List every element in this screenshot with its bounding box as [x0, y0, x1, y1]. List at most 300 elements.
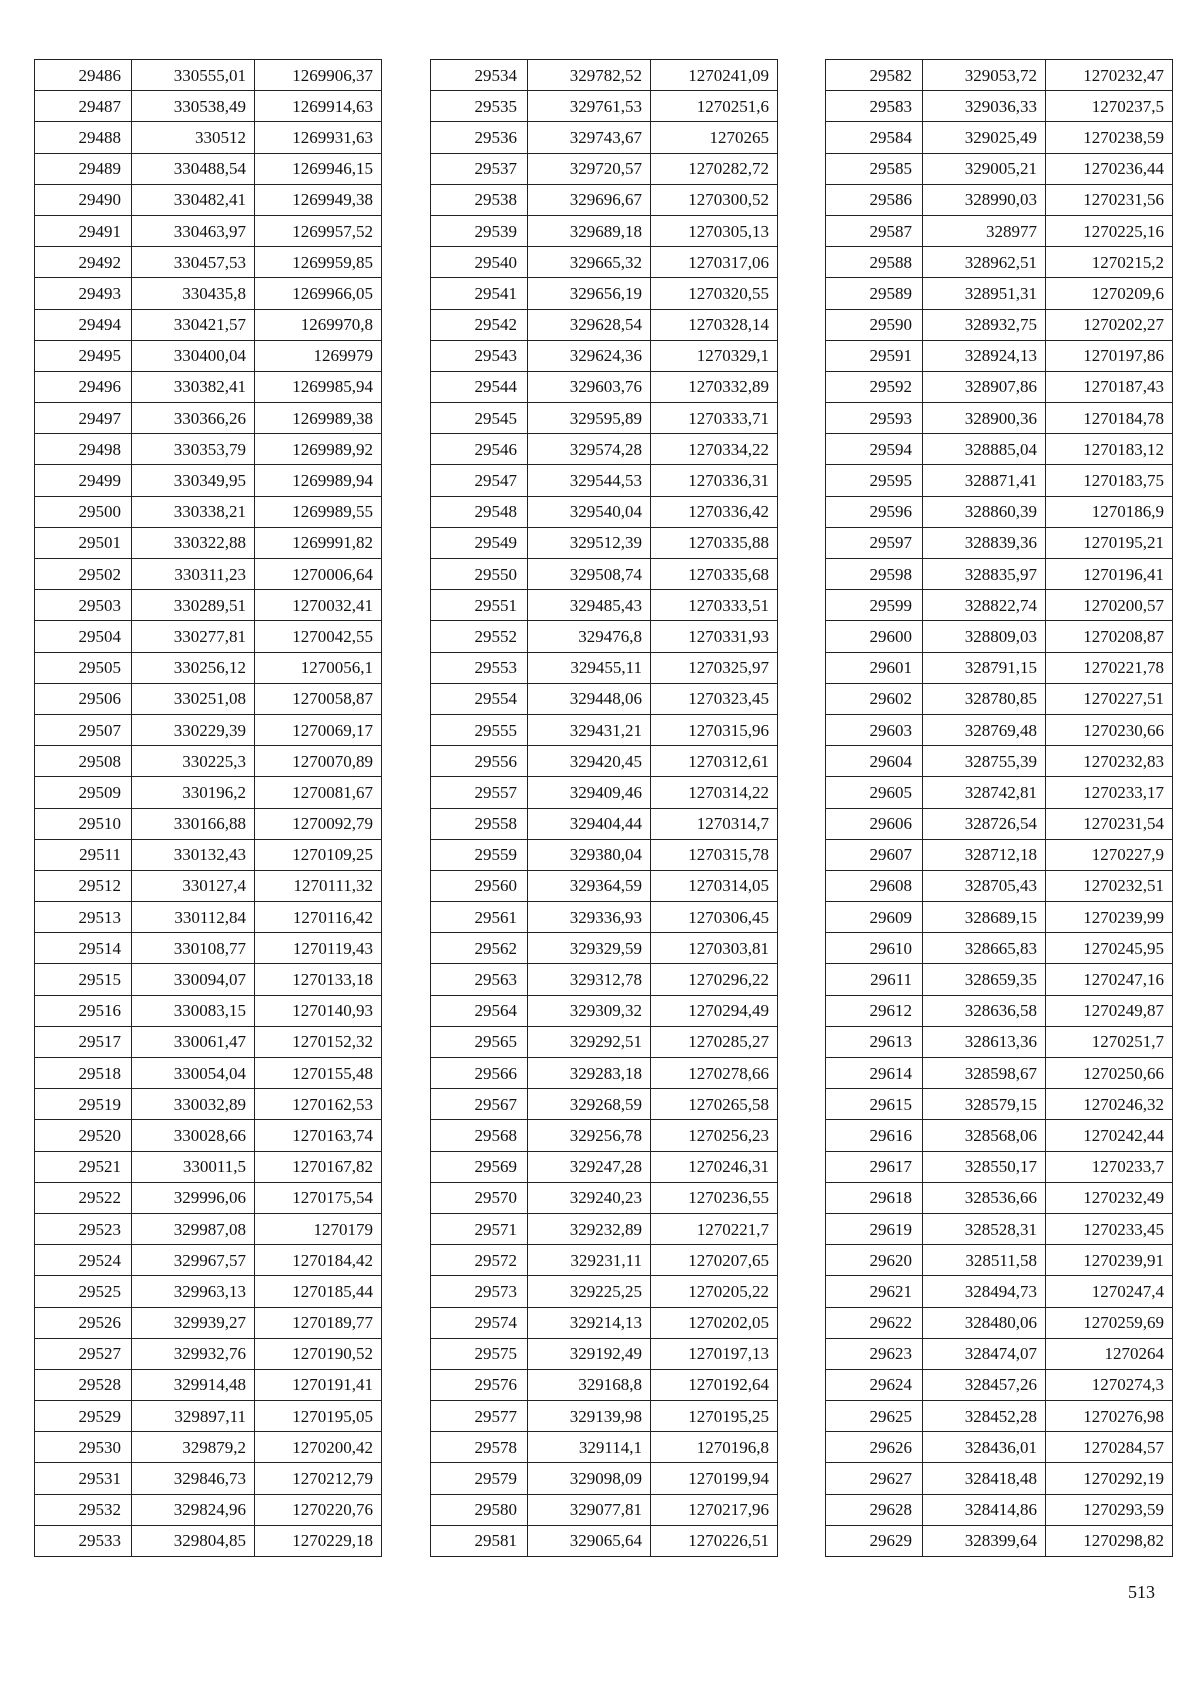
- x-coordinate-cell: 330311,23: [132, 559, 255, 590]
- y-coordinate-cell: 1270265,58: [651, 1089, 778, 1120]
- y-coordinate-cell: 1270333,71: [651, 403, 778, 434]
- point-number-cell: 29532: [35, 1494, 132, 1525]
- y-coordinate-cell: 1270109,25: [255, 839, 382, 870]
- table-row: [35, 1369, 382, 1400]
- point-number-cell: 29592: [826, 371, 923, 402]
- point-number-cell: 29507: [35, 714, 132, 745]
- x-coordinate-cell: 330338,21: [132, 496, 255, 527]
- table-row: [826, 1494, 1173, 1525]
- table-row: [826, 683, 1173, 714]
- table-row: [35, 839, 382, 870]
- x-coordinate-cell: 329312,78: [528, 964, 651, 995]
- x-coordinate-cell: 328755,39: [923, 746, 1046, 777]
- table-row: [35, 60, 382, 91]
- y-coordinate-cell: 1270032,41: [255, 590, 382, 621]
- table-row: [826, 714, 1173, 745]
- table-row: [431, 1401, 778, 1432]
- point-number-cell: 29602: [826, 683, 923, 714]
- table-row: [826, 839, 1173, 870]
- y-coordinate-cell: 1270333,51: [651, 590, 778, 621]
- table-row: [826, 184, 1173, 215]
- y-coordinate-cell: 1270231,56: [1046, 184, 1173, 215]
- y-coordinate-cell: 1270187,43: [1046, 371, 1173, 402]
- x-coordinate-cell: 328705,43: [923, 870, 1046, 901]
- table-row: [431, 683, 778, 714]
- coordinate-table-2: [430, 59, 778, 1557]
- x-coordinate-cell: 329476,8: [528, 621, 651, 652]
- x-coordinate-cell: 329939,27: [132, 1307, 255, 1338]
- table-row: [826, 870, 1173, 901]
- table-row: [431, 1494, 778, 1525]
- x-coordinate-cell: 328414,86: [923, 1494, 1046, 1525]
- x-coordinate-cell: 329963,13: [132, 1276, 255, 1307]
- x-coordinate-cell: 329761,53: [528, 91, 651, 122]
- x-coordinate-cell: 328885,04: [923, 434, 1046, 465]
- x-coordinate-cell: 329595,89: [528, 403, 651, 434]
- x-coordinate-cell: 330482,41: [132, 184, 255, 215]
- table-row: [431, 278, 778, 309]
- y-coordinate-cell: 1270221,7: [651, 1213, 778, 1244]
- point-number-cell: 29623: [826, 1338, 923, 1369]
- table-row: [35, 247, 382, 278]
- table-row: [431, 870, 778, 901]
- table-row: [826, 434, 1173, 465]
- point-number-cell: 29629: [826, 1525, 923, 1556]
- x-coordinate-cell: 328579,15: [923, 1089, 1046, 1120]
- x-coordinate-cell: 329987,08: [132, 1213, 255, 1244]
- table-row: [826, 590, 1173, 621]
- point-number-cell: 29626: [826, 1432, 923, 1463]
- table-row: [431, 621, 778, 652]
- table-row: [826, 777, 1173, 808]
- table-row: [431, 995, 778, 1026]
- y-coordinate-cell: 1270276,98: [1046, 1401, 1173, 1432]
- point-number-cell: 29584: [826, 122, 923, 153]
- table-row: [826, 995, 1173, 1026]
- x-coordinate-cell: 330512: [132, 122, 255, 153]
- y-coordinate-cell: 1269989,92: [255, 434, 382, 465]
- x-coordinate-cell: 329139,98: [528, 1401, 651, 1432]
- y-coordinate-cell: 1269970,8: [255, 309, 382, 340]
- x-coordinate-cell: 329065,64: [528, 1525, 651, 1556]
- point-number-cell: 29612: [826, 995, 923, 1026]
- point-number-cell: 29569: [431, 1151, 528, 1182]
- table-body: [431, 60, 778, 1557]
- y-coordinate-cell: 1270058,87: [255, 683, 382, 714]
- y-coordinate-cell: 1270208,87: [1046, 621, 1173, 652]
- y-coordinate-cell: 1270232,49: [1046, 1182, 1173, 1213]
- y-coordinate-cell: 1270282,72: [651, 153, 778, 184]
- point-number-cell: 29516: [35, 995, 132, 1026]
- table-row: [826, 122, 1173, 153]
- x-coordinate-cell: 329268,59: [528, 1089, 651, 1120]
- x-coordinate-cell: 329689,18: [528, 215, 651, 246]
- point-number-cell: 29593: [826, 403, 923, 434]
- y-coordinate-cell: 1270317,06: [651, 247, 778, 278]
- point-number-cell: 29522: [35, 1182, 132, 1213]
- y-coordinate-cell: 1270111,32: [255, 870, 382, 901]
- point-number-cell: 29538: [431, 184, 528, 215]
- y-coordinate-cell: 1270230,66: [1046, 714, 1173, 745]
- table-row: [35, 215, 382, 246]
- point-number-cell: 29552: [431, 621, 528, 652]
- point-number-cell: 29499: [35, 465, 132, 496]
- x-coordinate-cell: 330061,47: [132, 1026, 255, 1057]
- x-coordinate-cell: 329544,53: [528, 465, 651, 496]
- point-number-cell: 29518: [35, 1058, 132, 1089]
- y-coordinate-cell: 1270236,44: [1046, 153, 1173, 184]
- y-coordinate-cell: 1270238,59: [1046, 122, 1173, 153]
- x-coordinate-cell: 328436,01: [923, 1432, 1046, 1463]
- point-number-cell: 29620: [826, 1245, 923, 1276]
- y-coordinate-cell: 1270246,31: [651, 1151, 778, 1182]
- table-row: [431, 1120, 778, 1151]
- table-row: [431, 746, 778, 777]
- y-coordinate-cell: 1270202,05: [651, 1307, 778, 1338]
- table-row: [431, 1463, 778, 1494]
- x-coordinate-cell: 328659,35: [923, 964, 1046, 995]
- x-coordinate-cell: 328951,31: [923, 278, 1046, 309]
- y-coordinate-cell: 1270196,8: [651, 1432, 778, 1463]
- y-coordinate-cell: 1270006,64: [255, 559, 382, 590]
- point-number-cell: 29608: [826, 870, 923, 901]
- x-coordinate-cell: 330421,57: [132, 309, 255, 340]
- point-number-cell: 29497: [35, 403, 132, 434]
- y-coordinate-cell: 1270197,13: [651, 1338, 778, 1369]
- point-number-cell: 29521: [35, 1151, 132, 1182]
- y-coordinate-cell: 1269985,94: [255, 371, 382, 402]
- point-number-cell: 29546: [431, 434, 528, 465]
- y-coordinate-cell: 1270332,89: [651, 371, 778, 402]
- x-coordinate-cell: 328769,48: [923, 714, 1046, 745]
- table-row: [35, 496, 382, 527]
- table-row: [826, 1338, 1173, 1369]
- y-coordinate-cell: 1270215,2: [1046, 247, 1173, 278]
- table-row: [35, 1338, 382, 1369]
- y-coordinate-cell: 1270251,6: [651, 91, 778, 122]
- point-number-cell: 29545: [431, 403, 528, 434]
- y-coordinate-cell: 1270195,05: [255, 1401, 382, 1432]
- y-coordinate-cell: 1270179: [255, 1213, 382, 1244]
- point-number-cell: 29601: [826, 652, 923, 683]
- point-number-cell: 29563: [431, 964, 528, 995]
- x-coordinate-cell: 330132,43: [132, 839, 255, 870]
- point-number-cell: 29621: [826, 1276, 923, 1307]
- point-number-cell: 29575: [431, 1338, 528, 1369]
- x-coordinate-cell: 329005,21: [923, 153, 1046, 184]
- y-coordinate-cell: 1269906,37: [255, 60, 382, 91]
- table-row: [35, 559, 382, 590]
- x-coordinate-cell: 329025,49: [923, 122, 1046, 153]
- table-row: [431, 590, 778, 621]
- x-coordinate-cell: 328511,58: [923, 1245, 1046, 1276]
- point-number-cell: 29555: [431, 714, 528, 745]
- x-coordinate-cell: 329364,59: [528, 870, 651, 901]
- x-coordinate-cell: 328598,67: [923, 1058, 1046, 1089]
- x-coordinate-cell: 328689,15: [923, 902, 1046, 933]
- point-number-cell: 29595: [826, 465, 923, 496]
- x-coordinate-cell: 328494,73: [923, 1276, 1046, 1307]
- x-coordinate-cell: 328568,06: [923, 1120, 1046, 1151]
- x-coordinate-cell: 330054,04: [132, 1058, 255, 1089]
- table-row: [826, 340, 1173, 371]
- y-coordinate-cell: 1270264: [1046, 1338, 1173, 1369]
- table-row: [35, 309, 382, 340]
- x-coordinate-cell: 328822,74: [923, 590, 1046, 621]
- x-coordinate-cell: 330256,12: [132, 652, 255, 683]
- x-coordinate-cell: 328613,36: [923, 1026, 1046, 1057]
- table-row: [826, 1525, 1173, 1556]
- x-coordinate-cell: 328900,36: [923, 403, 1046, 434]
- table-row: [431, 496, 778, 527]
- y-coordinate-cell: 1270195,21: [1046, 527, 1173, 558]
- table-row: [35, 371, 382, 402]
- point-number-cell: 29585: [826, 153, 923, 184]
- x-coordinate-cell: 329247,28: [528, 1151, 651, 1182]
- point-number-cell: 29512: [35, 870, 132, 901]
- y-coordinate-cell: 1270152,32: [255, 1026, 382, 1057]
- y-coordinate-cell: 1270202,27: [1046, 309, 1173, 340]
- table-row: [826, 1120, 1173, 1151]
- x-coordinate-cell: 329225,25: [528, 1276, 651, 1307]
- y-coordinate-cell: 1270265: [651, 122, 778, 153]
- table-row: [431, 652, 778, 683]
- table-row: [431, 184, 778, 215]
- y-coordinate-cell: 1270116,42: [255, 902, 382, 933]
- table-row: [431, 714, 778, 745]
- y-coordinate-cell: 1270245,95: [1046, 933, 1173, 964]
- point-number-cell: 29494: [35, 309, 132, 340]
- x-coordinate-cell: 329665,32: [528, 247, 651, 278]
- y-coordinate-cell: 1270056,1: [255, 652, 382, 683]
- point-number-cell: 29557: [431, 777, 528, 808]
- y-coordinate-cell: 1270241,09: [651, 60, 778, 91]
- x-coordinate-cell: 329967,57: [132, 1245, 255, 1276]
- x-coordinate-cell: 330229,39: [132, 714, 255, 745]
- y-coordinate-cell: 1270233,45: [1046, 1213, 1173, 1244]
- point-number-cell: 29596: [826, 496, 923, 527]
- table-row: [431, 91, 778, 122]
- x-coordinate-cell: 329283,18: [528, 1058, 651, 1089]
- x-coordinate-cell: 330127,4: [132, 870, 255, 901]
- x-coordinate-cell: 328665,83: [923, 933, 1046, 964]
- x-coordinate-cell: 328480,06: [923, 1307, 1046, 1338]
- y-coordinate-cell: 1270259,69: [1046, 1307, 1173, 1338]
- x-coordinate-cell: 330112,84: [132, 902, 255, 933]
- y-coordinate-cell: 1270232,83: [1046, 746, 1173, 777]
- table-row: [35, 590, 382, 621]
- table-row: [431, 403, 778, 434]
- point-number-cell: 29610: [826, 933, 923, 964]
- y-coordinate-cell: 1270200,42: [255, 1432, 382, 1463]
- x-coordinate-cell: 328907,86: [923, 371, 1046, 402]
- x-coordinate-cell: 329508,74: [528, 559, 651, 590]
- x-coordinate-cell: 330538,49: [132, 91, 255, 122]
- point-number-cell: 29570: [431, 1182, 528, 1213]
- y-coordinate-cell: 1270227,9: [1046, 839, 1173, 870]
- x-coordinate-cell: 330225,3: [132, 746, 255, 777]
- y-coordinate-cell: 1270069,17: [255, 714, 382, 745]
- point-number-cell: 29486: [35, 60, 132, 91]
- point-number-cell: 29591: [826, 340, 923, 371]
- x-coordinate-cell: 329485,43: [528, 590, 651, 621]
- point-number-cell: 29517: [35, 1026, 132, 1057]
- point-number-cell: 29554: [431, 683, 528, 714]
- table-row: [35, 1401, 382, 1432]
- x-coordinate-cell: 330463,97: [132, 215, 255, 246]
- point-number-cell: 29567: [431, 1089, 528, 1120]
- y-coordinate-cell: 1270315,96: [651, 714, 778, 745]
- point-number-cell: 29488: [35, 122, 132, 153]
- y-coordinate-cell: 1270186,9: [1046, 496, 1173, 527]
- point-number-cell: 29548: [431, 496, 528, 527]
- point-number-cell: 29560: [431, 870, 528, 901]
- y-coordinate-cell: 1270209,6: [1046, 278, 1173, 309]
- x-coordinate-cell: 328712,18: [923, 839, 1046, 870]
- table-row: [431, 1307, 778, 1338]
- table-row: [35, 1182, 382, 1213]
- y-coordinate-cell: 1270199,94: [651, 1463, 778, 1494]
- table-row: [35, 1525, 382, 1556]
- table-row: [431, 153, 778, 184]
- table-row: [35, 153, 382, 184]
- point-number-cell: 29547: [431, 465, 528, 496]
- point-number-cell: 29582: [826, 60, 923, 91]
- y-coordinate-cell: 1270207,65: [651, 1245, 778, 1276]
- y-coordinate-cell: 1270298,82: [1046, 1525, 1173, 1556]
- y-coordinate-cell: 1270119,43: [255, 933, 382, 964]
- y-coordinate-cell: 1270197,86: [1046, 340, 1173, 371]
- table-row: [35, 1058, 382, 1089]
- point-number-cell: 29551: [431, 590, 528, 621]
- point-number-cell: 29543: [431, 340, 528, 371]
- point-number-cell: 29487: [35, 91, 132, 122]
- x-coordinate-cell: 328474,07: [923, 1338, 1046, 1369]
- y-coordinate-cell: 1270292,19: [1046, 1463, 1173, 1494]
- x-coordinate-cell: 329455,11: [528, 652, 651, 683]
- table-row: [431, 434, 778, 465]
- y-coordinate-cell: 1270278,66: [651, 1058, 778, 1089]
- x-coordinate-cell: 329782,52: [528, 60, 651, 91]
- y-coordinate-cell: 1270303,81: [651, 933, 778, 964]
- table-row: [35, 527, 382, 558]
- point-number-cell: 29498: [35, 434, 132, 465]
- x-coordinate-cell: 329897,11: [132, 1401, 255, 1432]
- point-number-cell: 29493: [35, 278, 132, 309]
- table-row: [431, 1026, 778, 1057]
- y-coordinate-cell: 1270081,67: [255, 777, 382, 808]
- x-coordinate-cell: 328871,41: [923, 465, 1046, 496]
- x-coordinate-cell: 330028,66: [132, 1120, 255, 1151]
- x-coordinate-cell: 330488,54: [132, 153, 255, 184]
- table-row: [431, 309, 778, 340]
- point-number-cell: 29534: [431, 60, 528, 91]
- x-coordinate-cell: 329804,85: [132, 1525, 255, 1556]
- y-coordinate-cell: 1270250,66: [1046, 1058, 1173, 1089]
- x-coordinate-cell: 328742,81: [923, 777, 1046, 808]
- table-row: [35, 1120, 382, 1151]
- x-coordinate-cell: 329192,49: [528, 1338, 651, 1369]
- point-number-cell: 29606: [826, 808, 923, 839]
- table-row: [826, 1182, 1173, 1213]
- point-number-cell: 29542: [431, 309, 528, 340]
- point-number-cell: 29528: [35, 1369, 132, 1400]
- table-row: [826, 371, 1173, 402]
- table-row: [826, 527, 1173, 558]
- x-coordinate-cell: 329996,06: [132, 1182, 255, 1213]
- table-row: [431, 1369, 778, 1400]
- x-coordinate-cell: 329077,81: [528, 1494, 651, 1525]
- point-number-cell: 29524: [35, 1245, 132, 1276]
- y-coordinate-cell: 1270163,74: [255, 1120, 382, 1151]
- y-coordinate-cell: 1270314,7: [651, 808, 778, 839]
- y-coordinate-cell: 1270336,31: [651, 465, 778, 496]
- point-number-cell: 29539: [431, 215, 528, 246]
- point-number-cell: 29579: [431, 1463, 528, 1494]
- x-coordinate-cell: 330400,04: [132, 340, 255, 371]
- point-number-cell: 29501: [35, 527, 132, 558]
- x-coordinate-cell: 329336,93: [528, 902, 651, 933]
- y-coordinate-cell: 1270167,82: [255, 1151, 382, 1182]
- table-row: [35, 1151, 382, 1182]
- x-coordinate-cell: 330032,89: [132, 1089, 255, 1120]
- table-row: [431, 60, 778, 91]
- y-coordinate-cell: 1270231,54: [1046, 808, 1173, 839]
- point-number-cell: 29597: [826, 527, 923, 558]
- point-number-cell: 29505: [35, 652, 132, 683]
- point-number-cell: 29533: [35, 1525, 132, 1556]
- y-coordinate-cell: 1270320,55: [651, 278, 778, 309]
- x-coordinate-cell: 329114,1: [528, 1432, 651, 1463]
- y-coordinate-cell: 1270192,64: [651, 1369, 778, 1400]
- point-number-cell: 29537: [431, 153, 528, 184]
- table-row: [826, 621, 1173, 652]
- table-row: [35, 777, 382, 808]
- x-coordinate-cell: 328962,51: [923, 247, 1046, 278]
- table-row: [35, 746, 382, 777]
- point-number-cell: 29587: [826, 215, 923, 246]
- point-number-cell: 29605: [826, 777, 923, 808]
- point-number-cell: 29508: [35, 746, 132, 777]
- x-coordinate-cell: 330435,8: [132, 278, 255, 309]
- x-coordinate-cell: 330251,08: [132, 683, 255, 714]
- y-coordinate-cell: 1270184,78: [1046, 403, 1173, 434]
- table-row: [826, 1245, 1173, 1276]
- table-row: [35, 1463, 382, 1494]
- point-number-cell: 29566: [431, 1058, 528, 1089]
- table-row: [826, 746, 1173, 777]
- point-number-cell: 29544: [431, 371, 528, 402]
- table-row: [35, 621, 382, 652]
- y-coordinate-cell: 1270336,42: [651, 496, 778, 527]
- y-coordinate-cell: 1270247,4: [1046, 1276, 1173, 1307]
- point-number-cell: 29589: [826, 278, 923, 309]
- y-coordinate-cell: 1270285,27: [651, 1026, 778, 1057]
- x-coordinate-cell: 328550,17: [923, 1151, 1046, 1182]
- x-coordinate-cell: 329404,44: [528, 808, 651, 839]
- table-row: [35, 184, 382, 215]
- point-number-cell: 29527: [35, 1338, 132, 1369]
- table-row: [431, 1058, 778, 1089]
- y-coordinate-cell: 1270323,45: [651, 683, 778, 714]
- y-coordinate-cell: 1269979: [255, 340, 382, 371]
- point-number-cell: 29506: [35, 683, 132, 714]
- x-coordinate-cell: 328860,39: [923, 496, 1046, 527]
- table-row: [35, 808, 382, 839]
- y-coordinate-cell: 1270274,3: [1046, 1369, 1173, 1400]
- point-number-cell: 29550: [431, 559, 528, 590]
- point-number-cell: 29619: [826, 1213, 923, 1244]
